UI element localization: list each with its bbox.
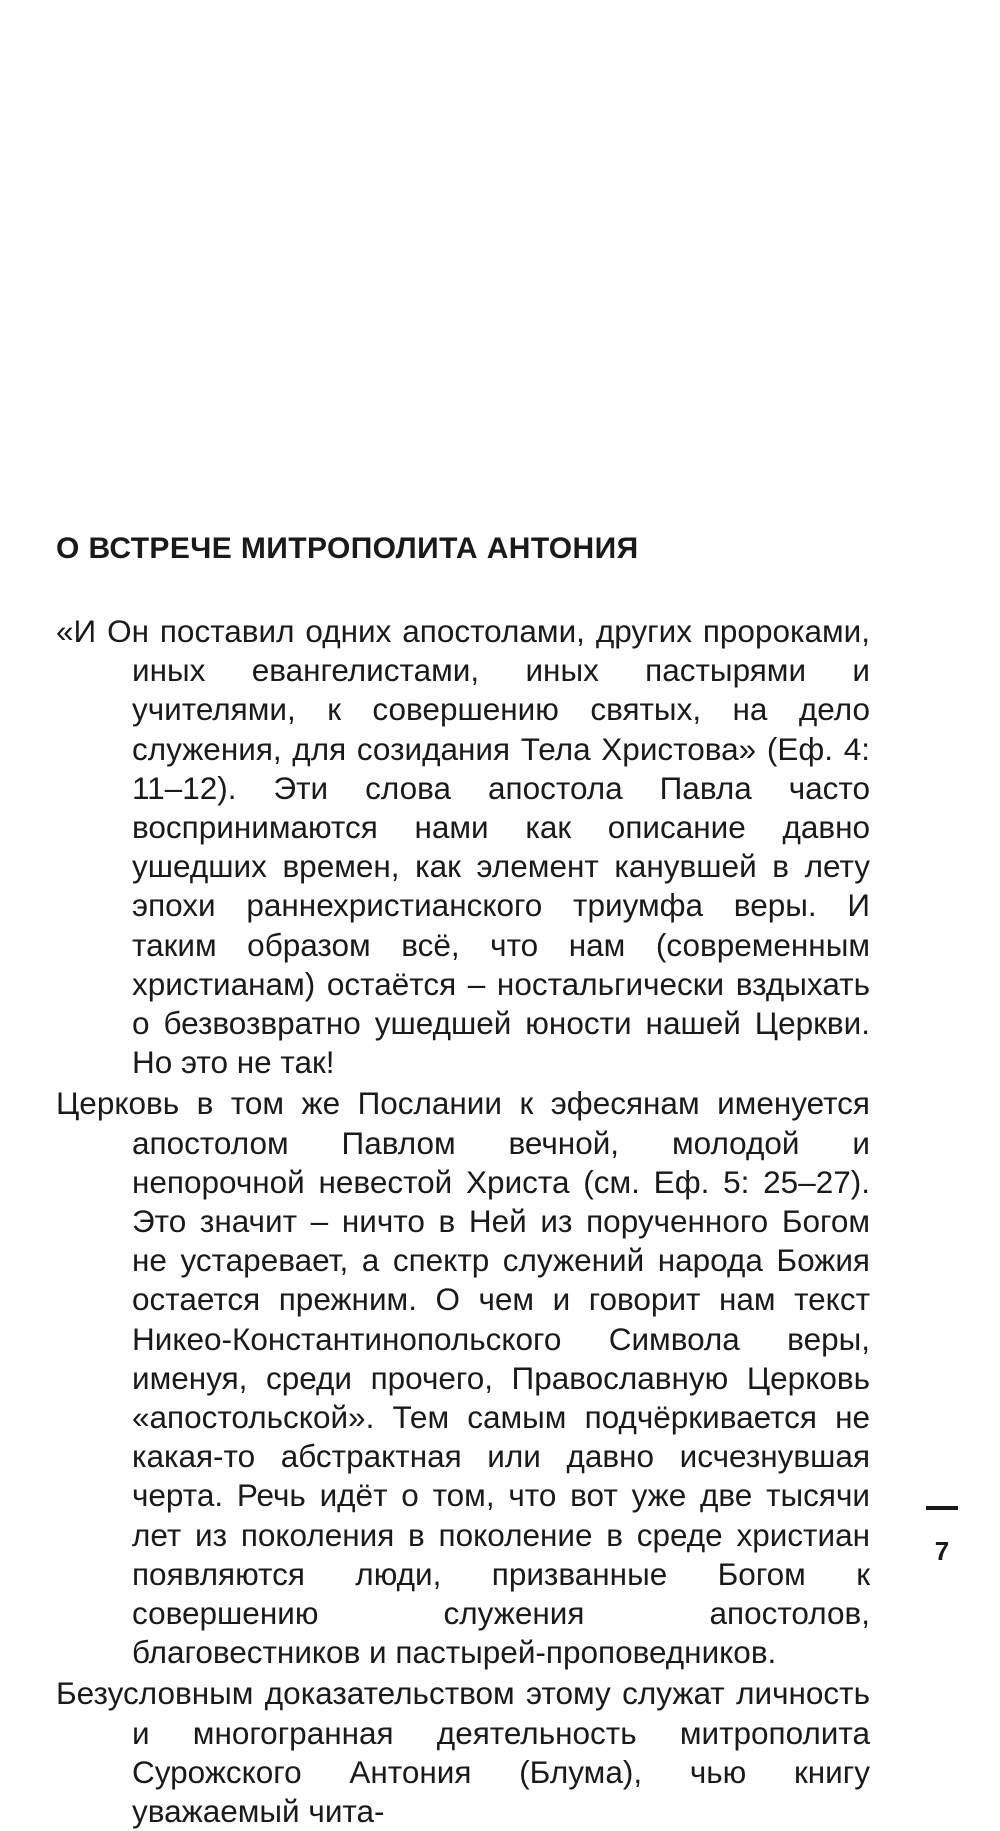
paragraph-2: Церковь в том же Послании к эфесянам именуется апостолом Павлом вечной, молодой и непорочной невестой Христа (см. Еф. 5: 25–27). Это значит – ничто в Ней из порученного Богом не устаревает, а спектр служений народа Божия остается прежним. О чем и говорит нам текст Никео-Константинопольского Символа веры, именуя, среди прочего, Православную Церковь «апостольской». Тем самым подчёркивается не какая-то абстрактная или давно исчезнувшая черта. Речь идёт о том, что вот уже две тысячи лет из поколения в поколение в среде христиан появляются люди, призванные Богом к совершению служения апостолов, благовестников и пастырей-проповедников. — [56, 1085, 870, 1671]
chapter-title: О ВСТРЕЧЕ МИТРОПОЛИТА АНТОНИЯ — [56, 532, 639, 565]
page-number: 7 — [934, 1536, 950, 1566]
paragraph-1: «И Он поставил одних апостолами, других пророками, иных евангелистами, иных пастырями и учителями, к совершению святых, на дело служения, для созидания Тела Христова» (Еф. 4: 11–12). Эти слова апостола Павла часто воспринимаются нами как описание давно ушедших времен, как элемент канувшей в лету эпохи раннехристианского триумфа веры. И таким образом всё, что нам (современным христианам) остаётся – ностальгически вздыхать о безвозвратно ушедшей юности нашей Церкви. Но это не так! — [56, 613, 870, 1081]
body-text — [56, 612, 870, 1831]
paragraph-3: Безусловным доказательством этому служат личность и многогранная деятельность митрополита Сурожского Антония (Блума), чью книгу уважаемый чита- — [56, 1675, 870, 1830]
folio-rule — [926, 1506, 958, 1510]
